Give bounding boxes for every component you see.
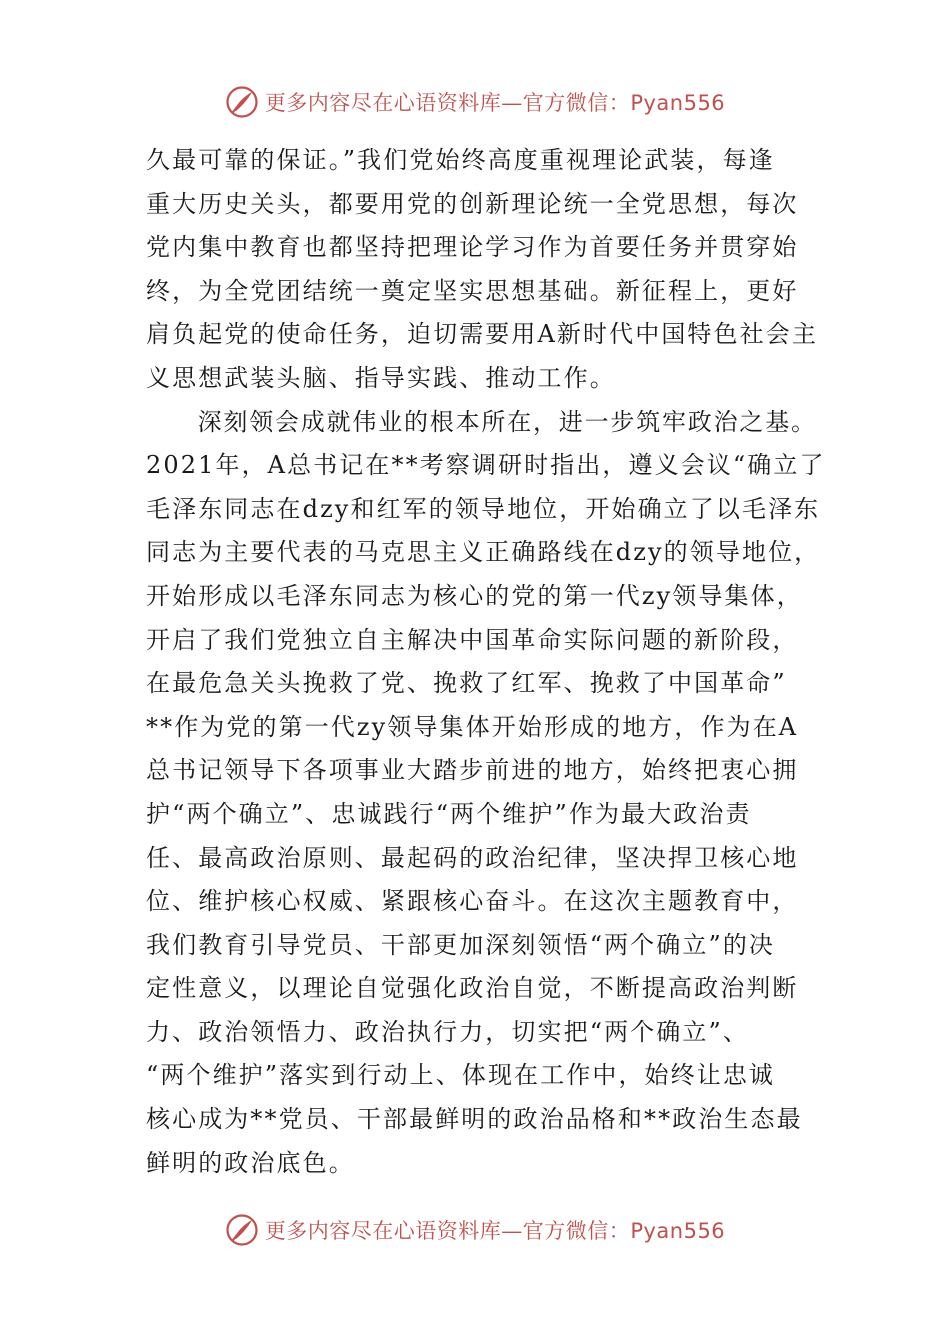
footer-watermark bbox=[0, 1210, 950, 1250]
text-line: 2021年，A总书记在**考察调研时指出，遵义会议“确立了 bbox=[146, 451, 826, 480]
text-line: 开始形成以毛泽东同志为核心的党的第一代zy领导集体， bbox=[146, 581, 803, 610]
text-line: 核心成为**党员、干部最鲜明的政治品格和**政治生态最 bbox=[146, 1105, 803, 1134]
wechat-id: Pyan556 bbox=[630, 91, 726, 115]
text-line: 毛泽东同志在dzy和红军的领导地位，开始确立了以毛泽东 bbox=[146, 494, 821, 523]
text-line: **作为党的第一代zy领导集体开始形成的地方，作为在A bbox=[146, 712, 799, 741]
text-line: 总书记领导下各项事业大踏步前进的地方，始终把衷心拥 bbox=[146, 756, 799, 785]
paragraph-lead-line: 深刻领会成就伟业的根本所在，进一步筑牢政治之基。 bbox=[146, 407, 817, 436]
quill-logo-icon bbox=[225, 1213, 259, 1247]
text-line: 开启了我们党独立自主解决中国革命实际问题的新阶段， bbox=[146, 625, 799, 654]
header-watermark bbox=[0, 82, 950, 122]
wechat-id: Pyan556 bbox=[630, 1219, 726, 1243]
text-line: 任、最高政治原则、最起码的政治纪律，坚决捍卫核心地 bbox=[146, 843, 799, 872]
text-line: 同志为主要代表的马克思主义正确路线在dzy的领导地位， bbox=[146, 538, 821, 567]
text-line: “两个维护”落实到行动上、体现在工作中，始终让忠诚 bbox=[146, 1061, 776, 1090]
text-line: 党内集中教育也都坚持把理论学习作为首要任务并贯穿始 bbox=[146, 233, 799, 262]
text-line: 鲜明的政治底色。 bbox=[146, 1148, 355, 1177]
text-line: 义思想武装头脑、指导实践、推动工作。 bbox=[146, 363, 616, 392]
text-line: 位、维护核心权威、紧跟核心奋斗。在这次主题教育中， bbox=[146, 887, 799, 916]
text-line: 重大历史关头，都要用党的创新理论统一全党思想，每次 bbox=[146, 189, 799, 218]
text-line: 定性意义，以理论自觉强化政治自觉，不断提高政治判断 bbox=[146, 974, 799, 1003]
document-body bbox=[146, 139, 826, 1185]
watermark-text: 更多内容尽在心语资料库—官方微信：Pyan556 bbox=[264, 91, 726, 115]
quill-logo-icon bbox=[225, 85, 259, 119]
text-line: 久最可靠的保证。”我们党始终高度重视理论武装，每逢 bbox=[146, 146, 775, 174]
text-line: 我们教育引导党员、干部更加深刻领悟“两个确立”的决 bbox=[146, 930, 776, 959]
text-line: 终，为全党团结统一奠定坚实思想基础。新征程上，更好 bbox=[146, 276, 799, 305]
text-line: 肩负起党的使命任务，迫切需要用A新时代中国特色社会主 bbox=[146, 320, 818, 349]
text-line: 在最危急关头挽救了党、挽救了红军、挽救了中国革命” bbox=[146, 669, 787, 698]
text-line: 力、政治领悟力、政治执行力，切实把“两个确立”、 bbox=[146, 1017, 749, 1046]
text-line: 护“两个确立”、忠诚践行“两个维护”作为最大政治责 bbox=[146, 799, 752, 828]
watermark-text: 更多内容尽在心语资料库—官方微信：Pyan556 bbox=[264, 1219, 726, 1243]
